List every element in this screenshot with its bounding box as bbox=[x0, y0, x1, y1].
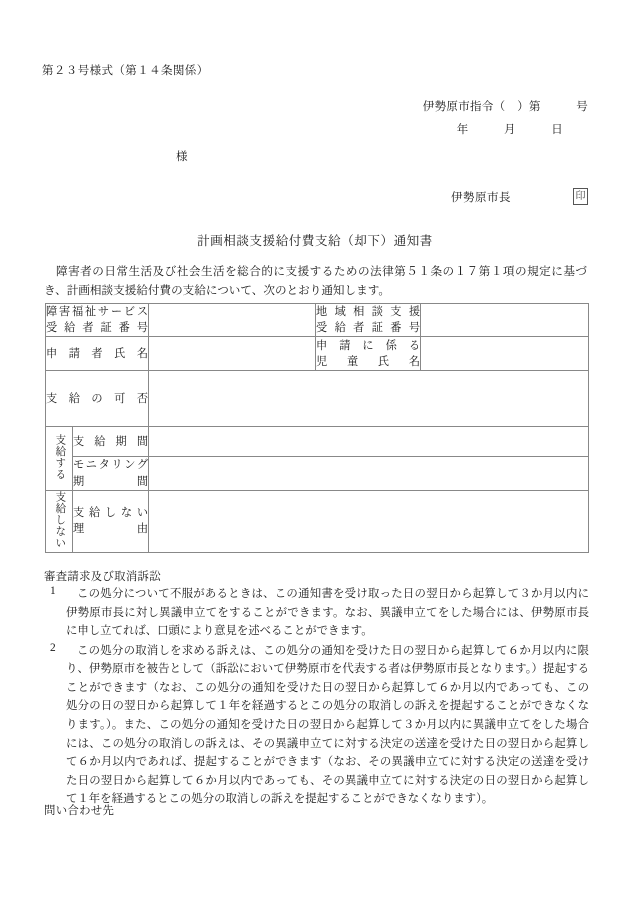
issue-order-number: 伊勢原市指令（ ）第 号 bbox=[422, 101, 588, 113]
applicant-name-label: 申請者氏名 bbox=[46, 337, 149, 371]
seal-stamp-icon: 印 bbox=[573, 188, 588, 205]
table-row bbox=[46, 457, 589, 490]
note-text: この処分の取消しを求める訴えは、この処分の通知を受けた日の翌日から起算して６か月以内に限り、伊勢原市を被告として（訴訟において伊勢原市を代表する者は伊勢原市長となります。）提起することができます（なお、この処分の通知を受けた日の翌日から起算して６か月以内であっても、この処分の日の翌日から起算して１年を経過するとこの処分の取消しの訴えを提起することができなくなります。）。また、この処分の通知を受けた日の翌日から起算して３か月以内に異議申立てをした場合には、この処分の取消しの訴えは、その異議申立てに対する決定の送達を受けた日の翌日から起算して６か月以内であれば、提起することができます（なお、その異議申立てに対する決定の送達を受けた日の翌日から起算して６か月以内であっても、その異議申立てに対する決定の日の翌日から起算して１年を経過するとこの処分の取消しの訴えを提起することができなくなります）。 bbox=[66, 644, 589, 806]
issue-info bbox=[423, 98, 588, 137]
table-row bbox=[46, 304, 589, 337]
note-text: この処分について不服があるときは、この通知書を受け取った日の翌日から起算して３か月以内に伊勢原市長に対し異議申立てをすることができます。なお、異議申立てをした場合には、伊勢原市長に申し立てれば、口頭により意見を述べることができます。 bbox=[66, 588, 589, 638]
decision-value[interactable] bbox=[149, 371, 589, 427]
monitoring-period-label: モニタリング 期間 bbox=[73, 457, 149, 490]
deny-vertical-label: 支給しない bbox=[46, 490, 73, 552]
note-number: 2 bbox=[50, 641, 56, 654]
list-item bbox=[44, 585, 589, 641]
monitoring-period-value[interactable] bbox=[149, 457, 589, 490]
form-number: 第２３号様式（第１４条関係） bbox=[42, 65, 209, 77]
child-name-label: 申請に係る 児童氏名 bbox=[316, 337, 421, 371]
legal-notes-heading: 審査請求及び取消訴訟 bbox=[44, 571, 161, 583]
recipient-number-value[interactable] bbox=[149, 304, 316, 337]
notification-form-table bbox=[45, 303, 589, 553]
issue-date: 年 月 日 bbox=[456, 124, 563, 136]
issuer-row bbox=[0, 188, 588, 205]
table-row bbox=[46, 371, 589, 427]
contact-label: 問い合わせ先 bbox=[44, 805, 115, 817]
addressee-honorific: 様 bbox=[176, 151, 188, 163]
table-row bbox=[46, 490, 589, 552]
deny-reason-value[interactable] bbox=[149, 490, 589, 552]
page-title: 計画相談支援給付費支給（却下）通知書 bbox=[197, 234, 433, 248]
regional-support-number-value[interactable] bbox=[421, 304, 589, 337]
grant-period-label: 支給期間 bbox=[73, 427, 149, 457]
decision-label: 支給の可否 bbox=[46, 371, 149, 427]
child-name-value[interactable] bbox=[421, 337, 589, 371]
note-number: 1 bbox=[50, 585, 56, 597]
recipient-number-label: 障害福祉サービス 受給者証番号 bbox=[46, 304, 149, 337]
grant-vertical-label: 支給する bbox=[46, 427, 73, 490]
regional-support-number-label: 地域相談支援 受給者証番号 bbox=[316, 304, 421, 337]
table-row bbox=[46, 337, 589, 371]
issuer-name: 伊勢原市長 bbox=[451, 191, 511, 204]
legal-notes bbox=[44, 568, 589, 809]
list-item bbox=[44, 642, 589, 809]
applicant-name-value[interactable] bbox=[149, 337, 316, 371]
table-row bbox=[46, 427, 589, 457]
intro-paragraph: 障害者の日常生活及び社会生活を総合的に支援するための法律第５１条の１７第１項の規定に基づき、計画相談支援給付費の支給について、次のとおり通知します。 bbox=[44, 265, 587, 297]
deny-reason-label: 支給しない 理由 bbox=[73, 490, 149, 552]
grant-period-value[interactable] bbox=[149, 427, 589, 457]
